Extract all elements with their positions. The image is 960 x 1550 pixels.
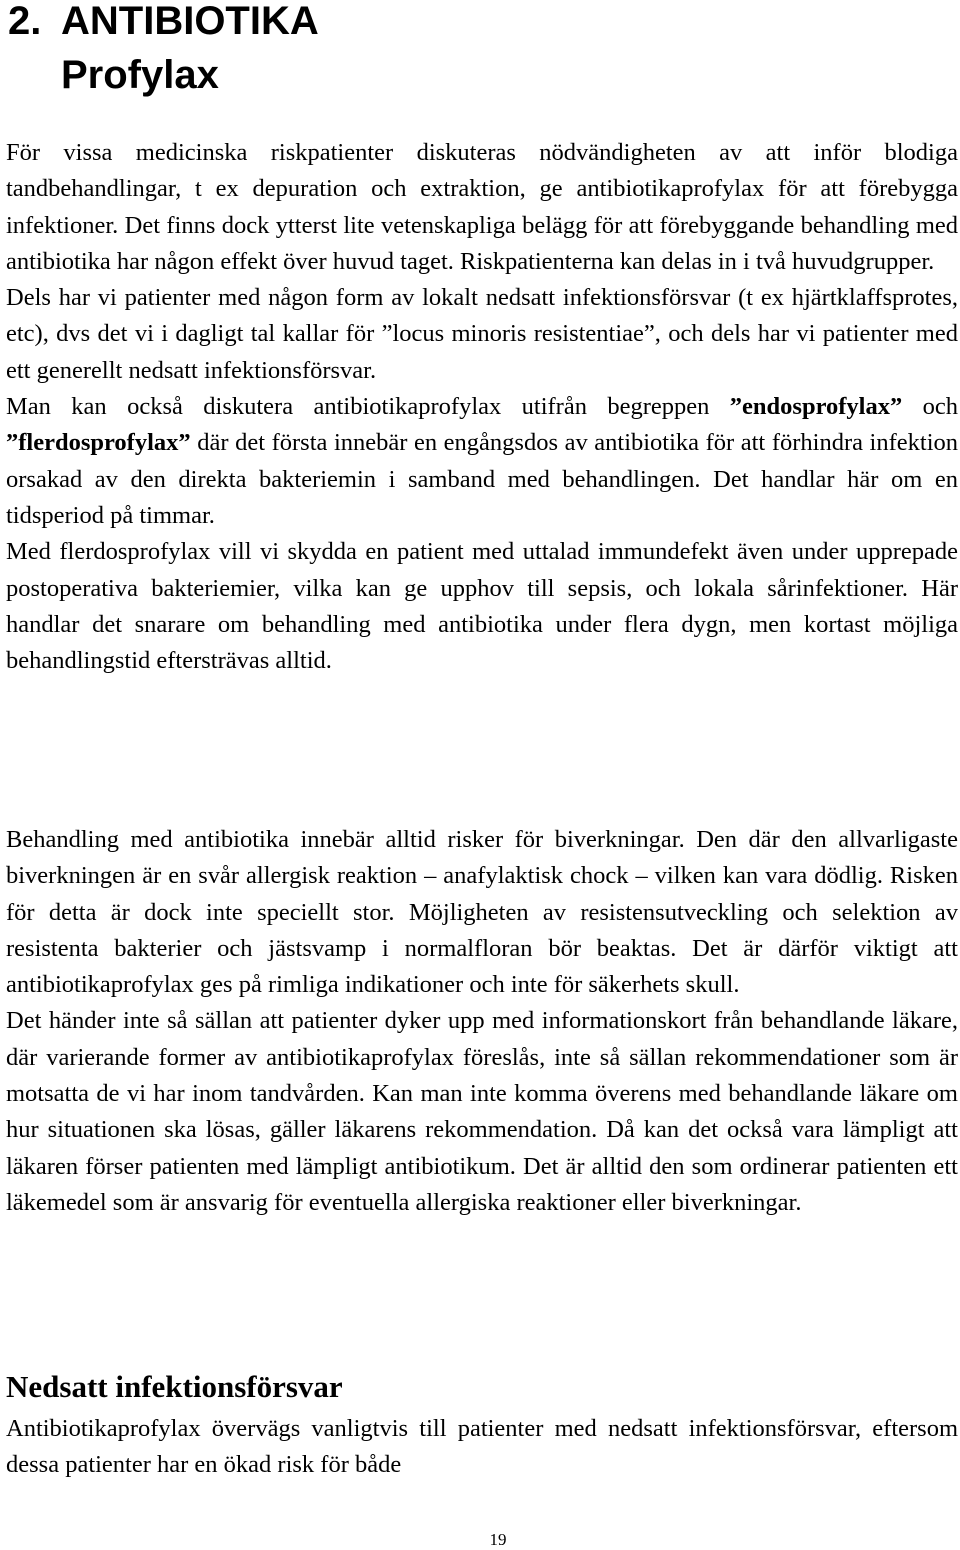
paragraph-begrepp-och: och: [922, 393, 959, 421]
paragraph-begrepp-intro: Man kan också diskutera antibiotikaprofylax utifrån begreppen: [6, 393, 710, 421]
paragraph-begrepp-rest: där det första innebär en engångsdos av antibiotika för att förhindra infektion orsakad av den direkta bakteriemin i samband med behandlingen. Det handlar här om en tidsperiod på timmar.: [6, 429, 958, 529]
chapter-heading: [8, 0, 319, 102]
section-heading-nedsatt-infektionsforsvar: Nedsatt infektionsförsvar: [6, 1369, 343, 1404]
paragraph-biverkningar: Behandling med antibiotika innebär alltid risker för biverkningar. Den där den allvarligaste biverkningen är en svår allergisk reaktion – anafylaktisk chock – vilken kan vara dödlig. Risken för detta är dock inte speciellt stor. Möjligheten av resistensutveckling och selektion av resistenta bakterier och jästsvamp i normalfloran bör beaktas. Det är därför viktigt att antibiotikaprofylax ges på rimliga indikationer och inte för säkerhets skull.: [6, 826, 958, 999]
chapter-title: ANTIBIOTIKA: [61, 0, 319, 43]
term-flerdosprofylax: ”flerdosprofylax”: [6, 429, 191, 457]
paragraph-nedsatt-infektionsforsvar: Antibiotikaprofylax övervägs vanligtvis till patienter med nedsatt infektionsförsvar, eftersom dessa patienter har en ökad risk för både: [6, 1415, 958, 1479]
paragraph-riskpatienter: För vissa medicinska riskpatienter diskuteras nödvändigheten av att inför blodiga tandbehandlingar, t ex depuration och extraktion, ge antibiotikaprofylax för att förebygga infektioner. Det finns dock ytterst lite vetenskapliga belägg för att förebyggande behandling med antibiotika har någon effekt över huvud taget. Riskpatienterna kan delas in i två huvudgrupper.: [6, 139, 958, 275]
term-endosprofylax: ”endosprofylax”: [729, 393, 903, 421]
profylax-body: [6, 135, 958, 679]
chapter-number: 2.: [8, 0, 42, 43]
paragraph-begrepp: [6, 389, 958, 534]
paragraph-infektionsforsvar: Dels har vi patienter med någon form av lokalt nedsatt infektionsförsvar (t ex hjärtklaffsprotes, etc), dvs det vi i dagligt tal kallar för ”locus minoris resistentiae”, och dels har vi patienter med ett generellt nedsatt infektionsförsvar.: [6, 284, 958, 384]
page-number: 19: [489, 1530, 507, 1549]
paragraph-flerdosprofylax: Med flerdosprofylax vill vi skydda en patient med uttalad immundefekt även under upprepade postoperativa bakteriemier, vilka kan ge upphov till sepsis, och lokala sårinfektioner. Här handlar det snarare om behandling med antibiotika under flera dygn, men kortast möjliga behandlingstid eftersträvas alltid.: [6, 538, 958, 675]
biverkningar-body: [6, 822, 958, 1221]
chapter-subtitle: Profylax: [61, 53, 219, 97]
paragraph-informationskort: Det händer inte så sällan att patienter dyker upp med informationskort från behandlande läkare, där varierande former av antibiotikaprofylax föreslås, inte så sällan rekommendationer som är motsatta de vi har inom tandvården. Kan man inte komma överens med behandlande läkare om hur situationen ska lösas, gäller läkarens rekommendation. Då kan det också vara lämpligt att läkaren förser patienten med lämpligt antibiotikum. Det är alltid den som ordinerar patienten ett läkemedel som är ansvarig för eventuella allergiska reaktioner eller biverkningar.: [6, 1007, 958, 1216]
nedsatt-infektionsforsvar-body: [6, 1411, 958, 1484]
